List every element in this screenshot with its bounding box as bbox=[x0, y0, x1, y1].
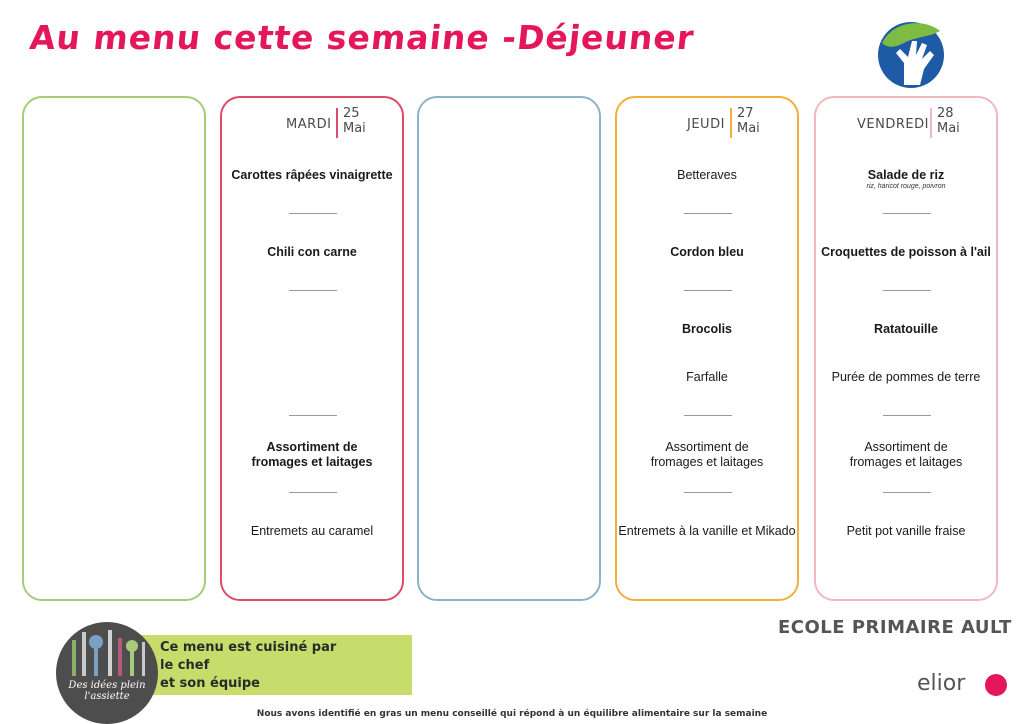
day-date: 27 Mai bbox=[737, 106, 760, 136]
menu-item: Assortiment de fromages et laitages bbox=[251, 440, 373, 469]
elior-logo: elior bbox=[917, 671, 966, 696]
item-divider bbox=[883, 492, 931, 493]
day-column-vendredi bbox=[814, 96, 998, 601]
header-divider bbox=[730, 108, 732, 138]
menu-item: Farfalle bbox=[686, 370, 728, 384]
day-column-jeudi bbox=[615, 96, 799, 601]
header-divider bbox=[930, 108, 932, 138]
day-header bbox=[617, 106, 797, 140]
item-divider bbox=[883, 213, 931, 214]
menu-item: Ratatouille bbox=[874, 322, 938, 336]
school-name: ECOLE PRIMAIRE AULT bbox=[778, 617, 1012, 638]
menu-item: Entremets à la vanille et Mikado bbox=[618, 524, 796, 538]
banner-line: le chef bbox=[160, 658, 210, 673]
page-title: Au menu cette semaine -Déjeuner bbox=[27, 18, 697, 57]
item-divider bbox=[289, 213, 337, 214]
footer-note: Nous avons identifié en gras un menu conseillé qui répond à un équilibre alimentaire sur la semaine bbox=[256, 709, 768, 719]
day-column-1 bbox=[22, 96, 206, 601]
banner-line: Ce menu est cuisiné par bbox=[160, 640, 337, 655]
menu-item: Betteraves bbox=[677, 168, 737, 182]
day-date: 25 Mai bbox=[343, 106, 366, 136]
menu-item: Assortiment de fromages et laitages bbox=[849, 440, 963, 469]
day-date: 28 Mai bbox=[937, 106, 960, 136]
menu-item: Assortiment de fromages et laitages bbox=[650, 440, 764, 469]
item-divider bbox=[289, 492, 337, 493]
menu-item: Salade de riz bbox=[867, 168, 945, 182]
day-column-mardi bbox=[220, 96, 404, 601]
menu-item: Petit pot vanille fraise bbox=[846, 524, 966, 538]
elior-logo-icon bbox=[985, 674, 1007, 696]
item-divider bbox=[684, 492, 732, 493]
day-name: MARDI bbox=[286, 117, 332, 132]
header-divider bbox=[336, 108, 338, 138]
badge-text: Des idées plein l'assiette bbox=[68, 680, 146, 702]
day-header bbox=[816, 106, 996, 140]
day-header bbox=[222, 106, 402, 140]
item-divider bbox=[289, 415, 337, 416]
item-divider bbox=[289, 290, 337, 291]
day-name: VENDREDI bbox=[857, 117, 929, 132]
item-divider bbox=[684, 213, 732, 214]
menu-item: Chili con carne bbox=[267, 245, 357, 259]
item-divider bbox=[684, 290, 732, 291]
chef-banner bbox=[132, 635, 412, 695]
day-column-3 bbox=[417, 96, 601, 601]
hand-leaf-logo-icon bbox=[874, 15, 948, 89]
menu-item: Brocolis bbox=[681, 322, 732, 336]
menu-item: Entremets au caramel bbox=[250, 524, 374, 538]
menu-item: Cordon bleu bbox=[670, 245, 744, 259]
menu-item: Croquettes de poisson à l'ail bbox=[821, 245, 991, 259]
menu-item: Carottes râpées vinaigrette bbox=[231, 168, 393, 182]
day-name: JEUDI bbox=[687, 117, 725, 132]
item-divider bbox=[883, 290, 931, 291]
menu-item-detail: riz, haricot rouge, poivron bbox=[866, 183, 946, 190]
banner-line: et son équipe bbox=[160, 676, 260, 691]
item-divider bbox=[684, 415, 732, 416]
item-divider bbox=[883, 415, 931, 416]
menu-item: Purée de pommes de terre bbox=[831, 370, 981, 384]
